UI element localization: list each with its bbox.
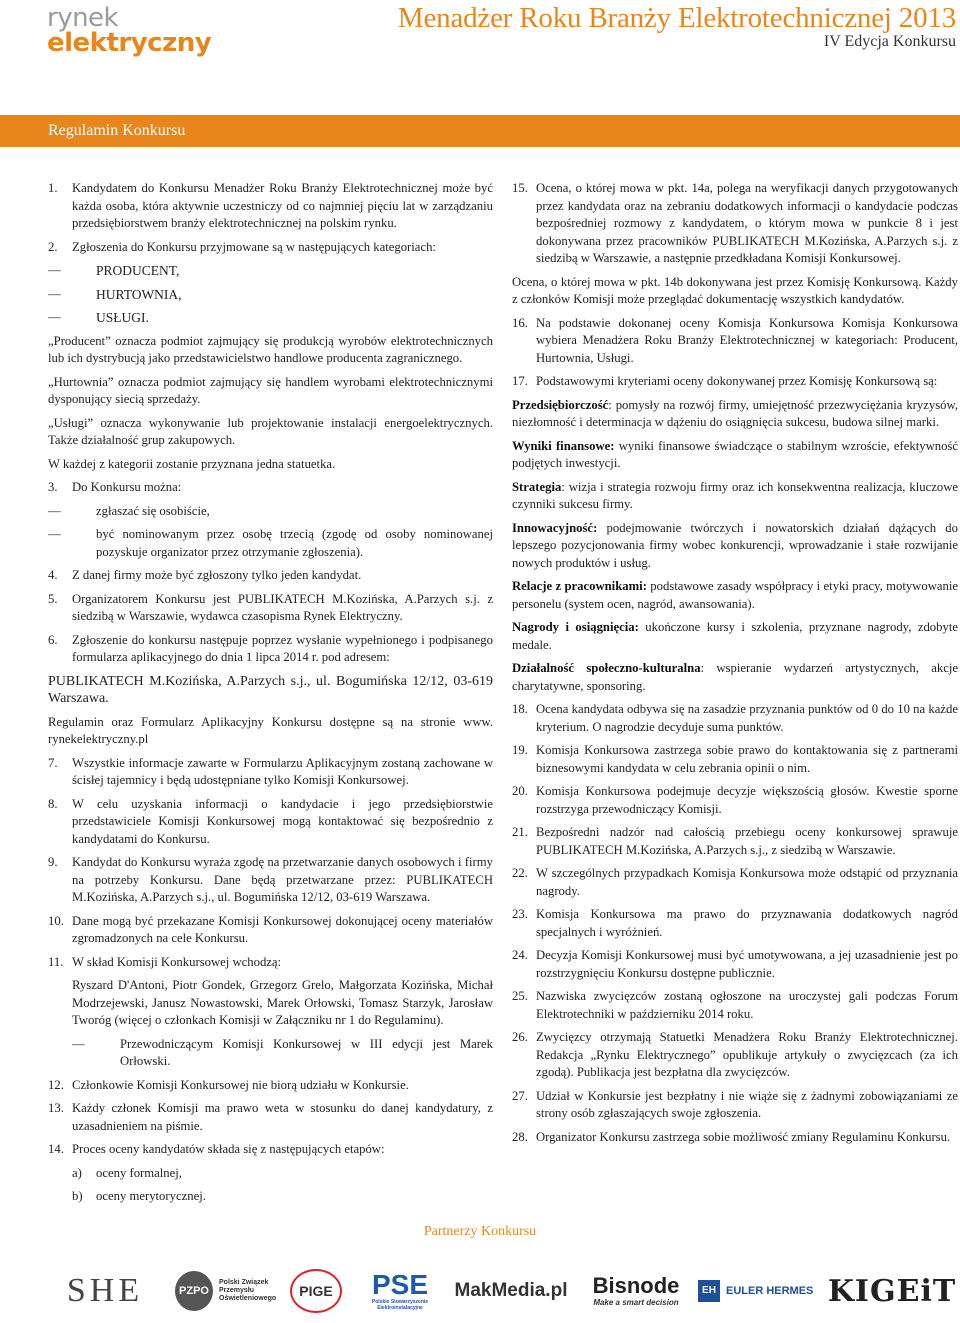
rule-15 — [512, 180, 958, 268]
rule-number: 26. — [512, 1030, 528, 1044]
rule-text: Komisja Konkursowa podejmuje decyzje większością głosów. Kwestie sporne rozstrzyga przewodniczący Komisji. — [536, 784, 958, 816]
rule-text: Zgłoszenie do konkursu następuje poprzez wysłanie wypełnionego i podpisanego formularza aplikacyjnego do dnia 1 lipca 2014 r. pod adresem: — [72, 632, 493, 664]
category-hurtownia — [48, 286, 493, 304]
rule-number: 9. — [48, 855, 58, 869]
rule-3 — [48, 479, 493, 497]
rule-number: 11. — [48, 954, 64, 969]
rule-14 — [48, 1141, 493, 1159]
rule-25 — [512, 988, 958, 1023]
rule-text: Kandydatem do Konkursu Menadżer Roku Branży Elektrotechnicznej może być każda osoba, która aktywnie uczestniczy od co najmniej pięciu lat w zarządzaniu przedsiębiorstwem branży elektrotechnicznej na polskim rynku. — [72, 181, 493, 230]
rule-number: 27. — [512, 1088, 528, 1103]
rule-text: Nazwiska zwycięzców zostaną ogłoszone na uroczystej gali podczas Forum Elektrotechniki w październiku 2014 roku. — [536, 989, 958, 1021]
logo-line-2: elektryczny — [47, 28, 212, 58]
logo-text: MakMedia.pl — [454, 1280, 568, 1301]
rule-number: 16. — [512, 315, 528, 330]
page-title: Menadżer Roku Branży Elektrotechnicznej 2013 — [397, 2, 956, 34]
criterion-title: Wyniki finansowe: — [512, 438, 615, 453]
rule-text: W skład Komisji Konkursowej wchodzą: — [72, 954, 282, 969]
rule-text: Udział w Konkursie jest bezpłatny i nie wiąże się z żadnymi zobowiązaniami ze strony osób zgłaszających swoje zgłoszenia. — [536, 1088, 958, 1120]
rule-number: 6. — [48, 632, 58, 647]
rule-number: 21. — [512, 825, 528, 839]
criterion-employee-relations — [512, 578, 958, 613]
criterion-title: Innowacyjność: — [512, 520, 598, 535]
rynek-elektryczny-logo — [47, 3, 227, 58]
rule-28 — [512, 1129, 958, 1147]
logo-text: PIGE — [290, 1269, 342, 1313]
option-text: być nominowanym przez osobę trzecią (zgodę od osoby nominowanej pozyskuje organizator przez otrzymanie zgłoszenia). — [96, 527, 493, 559]
uslugi-definition: „Usługi” oznacza wykonywanie lub projektowanie instalacji energoelektrycznych. Także działalność grup zakupowych. — [48, 415, 493, 447]
pse-logo — [360, 1268, 440, 1314]
rule-number: 20. — [512, 784, 528, 798]
rule-text: Proces oceny kandydatów składa się z następujących etapów: — [72, 1142, 385, 1156]
dash-icon: — — [48, 527, 61, 541]
rule-text: Z danej firmy może być zgłoszony tylko jeden kandydat. — [72, 568, 362, 582]
rule-14-stage-a — [48, 1165, 493, 1183]
dash-icon: — — [48, 310, 61, 324]
rule-text: Zwycięzcy otrzymają Statuetki Menadżera Roku Branży Elektrotechnicznej. Redakcja „Rynku Elektrycznego” opublikuje artykuły o zwycięzcach (za ich zgodą). Publikacja jest bezpłatna dla zwycięzców. — [536, 1030, 958, 1079]
criterion-text: : pomysły na rozwój firmy, umiejętność przezwyciężania kryzysów, niezłomność i determinacja w dążeniu do osiągnięcia sukcesu, budowa silnej marki. — [512, 397, 958, 429]
pzpo-logo — [175, 1268, 275, 1314]
rule-number: 4. — [48, 568, 58, 582]
section-band — [0, 115, 960, 147]
rule-18 — [512, 701, 958, 736]
rule-text: Dane mogą być przekazane Komisji Konkursowej dokonującej oceny materiałów zgromadzonych na cele Konkursu. — [72, 913, 493, 945]
euler-hermes-logo — [698, 1268, 818, 1314]
rule-11 — [48, 954, 493, 972]
chair-text: Przewodniczącym Komisji Konkursowej w III edycji jest Marek Orłowski. — [120, 1036, 493, 1068]
left-column — [48, 180, 493, 1212]
criterion-text: ukończone kursy i szkolenia, przyznane nagrody, zdobyte medale. — [512, 620, 958, 652]
rule-number: 3. — [48, 480, 58, 494]
criterion-financial-results — [512, 438, 958, 473]
statuette-note: W każdej z kategorii zostanie przyznana jedna statuetka. — [48, 456, 336, 471]
category-uslugi — [48, 309, 493, 327]
logo-subtext: Make a smart decision — [593, 1298, 679, 1307]
rule-7 — [48, 755, 493, 790]
rule-text: Kandydat do Konkursu wyraża zgodę na przetwarzanie danych osobowych i firmy na potrzeby Konkursu. Dane będą przetwarzane przez: PUBLIKATECH M.Kozińska, A.Parzych s.j., ul. Bogumińska 12/12, 03-619 Warszawa. — [72, 855, 493, 904]
rule-17 — [512, 373, 958, 391]
criterion-text: podstawowe zasady współpracy i etyki pracy, motywowanie personelu (system ocen, nagród, awansowania). — [512, 579, 958, 611]
rule-4 — [48, 567, 493, 585]
rule-number: 1. — [48, 181, 58, 195]
criterion-title: Przedsiębiorczość — [512, 397, 609, 412]
criterion-title: Nagrody i osiągnięcia: — [512, 620, 639, 634]
rules-website-note: Regulamin oraz Formularz Aplikacyjny Konkursu dostępne są na stronie www. rynekelektryczny.pl — [48, 714, 493, 746]
rule-text: Każdy członek Komisji ma prawo weta w stosunku do danej kandydatury, z uzasadnieniem na piśmie. — [72, 1101, 493, 1133]
logo-text: EH — [698, 1280, 720, 1302]
criterion-text: : wspieranie wydarzeń artystycznych, akcje charytatywne, sponsoring. — [512, 661, 958, 693]
rule-number: 7. — [48, 755, 58, 770]
rule-text: Członkowie Komisji Konkursowej nie biorą udziału w Konkursie. — [72, 1077, 409, 1092]
rule-number: 13. — [48, 1101, 64, 1115]
logo-text: KIGEiT — [827, 1273, 957, 1309]
pige-logo — [288, 1268, 344, 1314]
right-column — [512, 180, 958, 1152]
logo-text: PZPO — [175, 1271, 213, 1311]
rule-number: 19. — [512, 743, 528, 757]
kigeit-logo — [827, 1268, 957, 1314]
rule-number: 24. — [512, 948, 528, 962]
logo-subtext: Polski Związek Przemysłu Oświetleniowego — [219, 1279, 277, 1302]
rule-number: 15. — [512, 181, 528, 195]
page-subtitle: IV Edycja Konkursu — [823, 33, 956, 50]
criterion-entrepreneurship — [512, 397, 958, 432]
rule-3-option-b — [48, 526, 493, 561]
committee-chair — [48, 1036, 493, 1071]
option-text: zgłaszać się osobiście, — [96, 503, 210, 518]
organizer-address: PUBLIKATECH M.Kozińska, A.Parzych s.j., ul. Bogumińska 12/12, 03-619 Warszawa. — [48, 673, 493, 706]
stage-text: oceny merytorycznej. — [96, 1189, 206, 1203]
rule-1 — [48, 180, 493, 233]
category-label: HURTOWNIA, — [96, 286, 182, 302]
criterion-social-activity — [512, 660, 958, 695]
dash-icon: — — [72, 1036, 85, 1051]
rule-23 — [512, 906, 958, 941]
criterion-text: podejmowanie twórczych i nowatorskich działań dążących do lepszego pozycjonowania firmy wobec konkurencji, wprowadzanie i stałe rozwijanie nowych produktów i usług. — [512, 520, 958, 570]
rule-21 — [512, 824, 958, 859]
rule-number: 25. — [512, 989, 528, 1003]
category-label: USŁUGI. — [96, 310, 149, 325]
logo-subtext: EULER HERMES — [726, 1285, 814, 1297]
rule-number: 10. — [48, 913, 64, 928]
rule-number: 18. — [512, 702, 528, 716]
rule-24 — [512, 947, 958, 982]
rule-10 — [48, 913, 493, 948]
rule-number: 14. — [48, 1142, 64, 1156]
rule-19 — [512, 742, 958, 777]
rule-text: W celu uzyskania informacji o kandydacie i jego przedsiębiorstwie przedstawiciele Komisji Konkursowej mogą kontaktować się bezpośrednio z kandydatami do Konkursu. — [72, 796, 493, 846]
category-producent — [48, 262, 493, 280]
producent-definition: „Producent” oznacza podmiot zajmujący się produkcją wyrobów elektrotechnicznych lub ich dystrybucją jako przedstawicielstwo handlowe producenta zagranicznego. — [48, 333, 493, 365]
rule-8 — [48, 796, 493, 849]
rule-number: 22. — [512, 866, 528, 880]
criterion-text: wyniki finansowe świadczące o stabilnym wzroście, efektywność podjętych inwestycji. — [512, 438, 958, 470]
criterion-strategy — [512, 479, 958, 514]
rule-number: 2. — [48, 239, 58, 254]
logo-text: SHE — [66, 1272, 144, 1309]
rule-text: Komisja Konkursowa ma prawo do przyznawania dodatkowych nagród specjalnych i wyróżnień. — [536, 907, 958, 939]
rule-text: Na podstawie dokonanej oceny Komisja Konkursowa Komisja Konkursowa wybiera Menadżera Roku Branży Elektrotechnicznej w kategoriach: Producent, Hurtownia, Usługi. — [536, 315, 958, 365]
logo-text: Bisnode — [592, 1273, 680, 1298]
rule-27 — [512, 1088, 958, 1123]
rule-number: 28. — [512, 1129, 528, 1144]
criterion-title: Działalność społeczno-kulturalna — [512, 661, 701, 675]
logo-subtext: Polskie Stowarzyszenie Elektroinstalacyjne — [371, 1299, 429, 1311]
rule-text: Ocena kandydata odbywa się na zasadzie przyznania punktów od 0 do 10 na każde kryterium. O nagrodzie decyduje suma punktów. — [536, 702, 958, 734]
rule-text: Decyzja Komisji Konkursowej musi być umotywowana, a jej uzasadnienie jest po rozstrzygnięciu Konkursu dostępne publicznie. — [536, 948, 958, 980]
criterion-innovation — [512, 520, 958, 573]
rule-number: 17. — [512, 374, 528, 388]
makmedia-logo — [452, 1268, 570, 1314]
bisnode-logo — [582, 1268, 690, 1314]
rule-5 — [48, 591, 493, 626]
rule-16 — [512, 315, 958, 368]
rule-text: Bezpośredni nadzór nad całością przebiegu oceny konkursowej sprawuje PUBLIKATECH M.Kozińska, A.Parzych s.j., z siedzibą w Warszawie. — [536, 825, 958, 857]
stage-letter: b) — [72, 1189, 83, 1203]
rule-13 — [48, 1100, 493, 1135]
rule-3-option-a — [48, 503, 493, 521]
rule-text: Organizatorem Konkursu jest PUBLIKATECH M.Kozińska, A.Parzych s.j. z siedzibą w Warszawie, wydawca czasopisma Rynek Elektryczny. — [72, 591, 493, 623]
rule-number: 5. — [48, 591, 58, 606]
rule-text: Do Konkursu można: — [72, 480, 182, 494]
rule-text: Podstawowymi kryteriami oceny dokonywanej przez Komisję Konkursową są: — [536, 374, 938, 388]
rule-number: 23. — [512, 907, 528, 921]
rule-text: Organizator Konkursu zastrzega sobie możliwość zmiany Regulaminu Konkursu. — [536, 1129, 951, 1144]
criterion-awards — [512, 619, 958, 654]
rule-26 — [512, 1029, 958, 1082]
logo-line-1: rynek — [47, 3, 119, 33]
rule-number: 8. — [48, 796, 58, 811]
stage-letter: a) — [72, 1165, 82, 1180]
rule-22 — [512, 865, 958, 900]
stage-text: oceny formalnej, — [96, 1165, 182, 1180]
rule-text: Zgłoszenia do Konkursu przyjmowane są w następujących kategoriach: — [72, 239, 436, 254]
rule-9 — [48, 854, 493, 907]
dash-icon: — — [48, 503, 61, 518]
section-title: Regulamin Konkursu — [48, 122, 186, 139]
rule-text: W szczególnych przypadkach Komisja Konkursowa może odstąpić od przyznania nagrody. — [536, 866, 958, 898]
rule-20 — [512, 783, 958, 818]
rule-14-stage-b — [48, 1188, 493, 1206]
dash-icon: — — [48, 263, 61, 277]
rule-2 — [48, 239, 493, 257]
partners-title: Partnerzy Konkursu — [423, 1224, 537, 1239]
committee-members: Ryszard D'Antoni, Piotr Gondek, Grzegorz Grelo, Małgorzata Kozińska, Michał Modrzejewski, Janusz Nowastowski, Marek Orłowski, Tomasz Starzyk, Jarosław Tworóg (więcej o członkach Komisji w Załączniku nr 1 do Regulaminu). — [72, 978, 493, 1027]
criterion-title: Strategia — [512, 479, 562, 494]
rule-12 — [48, 1077, 493, 1095]
logo-text: PSE — [371, 1269, 429, 1300]
she-logo — [60, 1268, 150, 1314]
rule-number: 12. — [48, 1077, 64, 1092]
rule-text: Wszystkie informacje zawarte w Formularzu Aplikacyjnym zostaną zachowane w ścisłej tajemnicy i będą udostępniane tylko Komisji Konkursowej. — [72, 755, 493, 787]
rule-text: Ocena, o której mowa w pkt. 14a, polega na weryfikacji danych przygotowanych przez kandydata oraz na zebraniu dodatkowych informacji o kandydacie podczas bezpośredniej rozmowy z kandydatem, o którym mowa w punkcie 8 i jest dokonywana przez pracowników PUBLIKATECH M.Kozińska, A.Parzych s.j. z siedzibą w Warszawie, a następnie przedkładana Komisji Konkursowej. — [536, 181, 958, 265]
rule-6 — [48, 632, 493, 667]
criterion-text: : wizja i strategia rozwoju firmy oraz ich konsekwentna realizacja, kluczowe czynniki sukcesu firmy. — [512, 479, 958, 511]
merit-evaluation-note: Ocena, o której mowa w pkt. 14b dokonywana jest przez Komisję Konkursową. Każdy z członków Komisji może przeglądać dokumentację wszystkich kandydatów. — [512, 274, 958, 306]
rule-text: Komisja Konkursowa zastrzega sobie prawo do kontaktowania się z partnerami biznesowymi kandydata w celu zebrania opinii o nim. — [536, 743, 958, 775]
category-label: PRODUCENT, — [96, 263, 180, 278]
criterion-title: Relacje z pracownikami: — [512, 579, 647, 593]
dash-icon: — — [48, 286, 61, 301]
hurtownia-definition: „Hurtownia” oznacza podmiot zajmujący się handlem wyrobami elektrotechnicznymi dysponujący siecią sprzedaży. — [48, 374, 493, 406]
